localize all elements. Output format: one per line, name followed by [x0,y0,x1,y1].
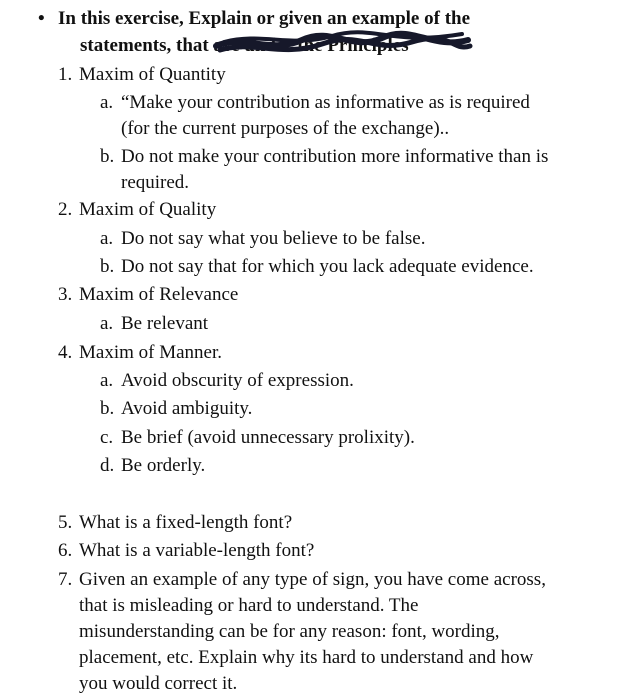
item-line: Do not say what you believe to be false. [121,228,426,249]
question-number: 7. [58,569,73,590]
maxim-number: 2. [58,199,73,220]
item-line: Do not make your contribution more informative than is [121,146,549,167]
question-line: What is a variable-length font? [79,540,315,561]
question-line: What is a fixed-length font? [79,512,293,533]
question-number: 6. [58,540,73,561]
heading-line-2: statements, that are under the Principles [80,35,409,56]
item-letter: a. [100,370,114,391]
question-5 [58,510,604,536]
item-letter: d. [100,455,115,476]
maxim-4-item-b [100,396,611,422]
item-letter: a. [100,228,114,249]
question-line: you would correct it. [79,673,238,694]
item-letter: b. [100,256,115,277]
item-letter: a. [100,313,114,334]
maxim-number: 4. [58,342,73,363]
maxim-number: 1. [58,64,73,85]
item-letter: b. [100,146,115,167]
question-6 [58,538,604,564]
maxim-4-item-a [100,368,611,394]
item-line: Avoid obscurity of expression. [121,370,354,391]
maxim-1-item-a [100,90,611,142]
maxim-3-item-a [100,311,611,337]
maxim-1-item-b [100,144,611,196]
maxim-title: Maxim of Relevance [79,284,239,305]
question-line: placement, etc. Explain why its hard to understand and how [79,647,534,668]
maxim-2-item-b [100,254,611,280]
item-line: required. [121,172,190,193]
maxim-title: Maxim of Quantity [79,64,226,85]
item-line: Avoid ambiguity. [121,398,253,419]
item-line: Be brief (avoid unnecessary prolixity). [121,427,415,448]
maxim-title: Maxim of Quality [79,199,217,220]
maxim-4-item-c [100,425,611,451]
question-line: that is misleading or hard to understand. The [79,595,419,616]
maxim-4-item-d [100,453,611,479]
question-number: 5. [58,512,73,533]
maxim-title: Maxim of Manner. [79,342,223,363]
item-line: (for the current purposes of the exchange).. [121,118,450,139]
item-line: Do not say that for which you lack adequate evidence. [121,256,534,277]
question-7 [58,567,604,697]
question-line: misunderstanding can be for any reason: font, wording, [79,621,500,642]
maxim-3 [58,282,609,308]
heading-line-1: In this exercise, Explain or given an example of the [58,8,471,29]
maxim-2-item-a [100,226,611,252]
item-line: Be relevant [121,313,209,334]
heading-bullet: • [38,8,45,29]
question-line: Given an example of any type of sign, you have come across, [79,569,546,590]
maxim-2 [58,197,609,223]
maxim-1 [58,62,609,88]
scribble-strikethrough [212,28,474,58]
maxim-number: 3. [58,284,73,305]
item-letter: b. [100,398,115,419]
item-letter: a. [100,92,114,113]
item-line: Be orderly. [121,455,206,476]
maxim-4 [58,340,609,366]
item-letter: c. [100,427,114,448]
item-line: “Make your contribution as informative as is required [121,92,530,113]
